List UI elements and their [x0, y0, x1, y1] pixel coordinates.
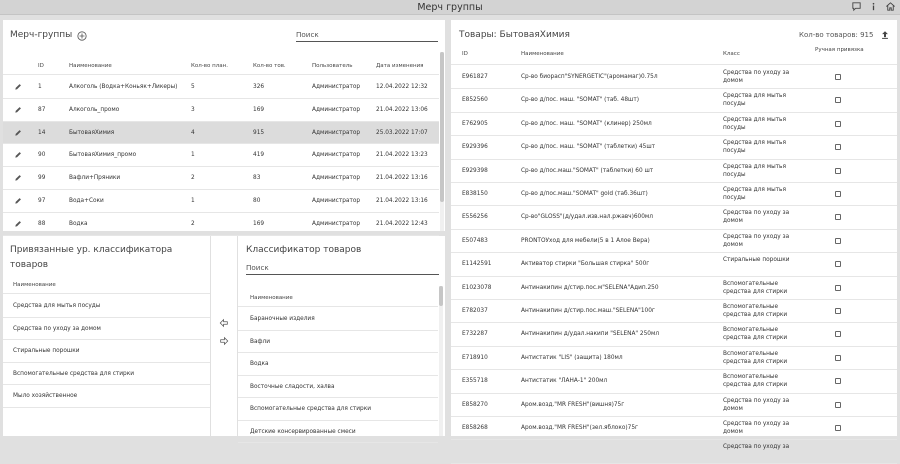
linked-item-label: Средства для мытья посуды: [13, 303, 101, 309]
merch-cell-user: Администратор: [312, 152, 361, 159]
goods-cell-id: E782037: [462, 308, 488, 314]
goods-cell-class: Вспомогательные средства для стирки: [723, 327, 788, 342]
table-row[interactable]: [451, 323, 897, 346]
merch-cell-id: 87: [38, 106, 46, 113]
manual-binding-checkbox[interactable]: [835, 238, 841, 244]
table-row[interactable]: [451, 277, 897, 300]
table-row[interactable]: [3, 99, 439, 122]
classifier-item-label: Бараночные изделия: [250, 316, 315, 322]
pencil-icon[interactable]: [14, 129, 22, 137]
merch-cell-id: 97: [38, 198, 46, 204]
goods-cell-name: Ср-во д/пос. маш. "SOMAT" (клинер) 250мл: [521, 120, 652, 127]
table-row[interactable]: [451, 66, 897, 89]
table-row[interactable]: [451, 300, 897, 323]
pencil-icon[interactable]: [14, 151, 22, 159]
merch-cell-name: Вафли+Пряники: [69, 175, 121, 182]
table-row[interactable]: [451, 89, 897, 112]
goods-cell-name: Антистатик "LIS" (защита) 180мл: [521, 354, 623, 361]
goods-cell-class: Средства для мытья посуды: [723, 116, 786, 131]
list-item[interactable]: [3, 385, 210, 408]
goods-cell-id: E929398: [462, 167, 488, 174]
top-bar: [0, 0, 900, 15]
manual-binding-checkbox[interactable]: [835, 74, 841, 80]
goods-cell-id: E961827: [462, 74, 488, 80]
goods-col-id[interactable]: ID: [462, 51, 468, 57]
goods-cell-class: Средства по уходу за домом: [723, 397, 790, 412]
arrow-right-icon[interactable]: [219, 336, 229, 346]
goods-cell-class: Средства по уходу за домом: [723, 210, 790, 225]
goods-cell-name: Ср-во д/пос. маш. "SOMAT" (таблетки) 45шт: [521, 144, 656, 151]
manual-binding-checkbox[interactable]: [835, 168, 841, 174]
goods-cell-class: Средства по уходу за: [723, 444, 790, 451]
classifier-item-label: Детские консервированные смеси: [250, 428, 356, 435]
goods-cell-name: Ср-во биорасп"SYNERGETIC"(аромамаг)0.75л: [521, 74, 658, 80]
pencil-icon[interactable]: [14, 83, 22, 91]
manual-binding-checkbox[interactable]: [835, 425, 841, 431]
table-row[interactable]: [3, 167, 439, 190]
classifier-col-name: Наименование: [250, 295, 293, 301]
merch-cell-name: Алкоголь (Водка+Коньяк+Ликеры): [69, 84, 178, 90]
goods-cell-class: Стиральные порошки: [723, 257, 790, 264]
table-row[interactable]: [451, 370, 897, 393]
classifier-item-label: Вафли: [250, 338, 270, 345]
goods-cell-name: Антистатик "ЛАНА-1" 200мл: [521, 378, 608, 385]
goods-cell-name: Антинакипин д/стир.пос.маш."SELENA"100г: [521, 308, 655, 314]
linked-item-label: Мыло хозяйственное: [13, 393, 78, 399]
merch-cell-id: 14: [38, 129, 46, 136]
goods-cell-id: E838150: [462, 191, 488, 197]
arrow-left-icon[interactable]: [219, 318, 229, 328]
goods-cell-name: PRONTOУход для мебели(5 в 1 Алое Вера): [521, 237, 650, 244]
goods-cell-class: Вспомогательные средства для стирки: [723, 350, 788, 365]
manual-binding-checkbox[interactable]: [835, 402, 841, 408]
table-row[interactable]: [3, 76, 439, 99]
goods-cell-id: E1023078: [462, 284, 492, 291]
merch-cell-name: Алкоголь_промо: [69, 106, 120, 113]
pencil-icon[interactable]: [14, 174, 22, 182]
goods-cell-class: Средства для мытья посуды: [723, 93, 786, 108]
classifier-item-label: Восточные сладости, халва: [250, 383, 335, 390]
merch-cell-date: 21.04.2022 13:06: [376, 106, 428, 113]
linked-title-line2: товаров: [10, 260, 49, 270]
goods-cell-class: Средства для мытья посуды: [723, 163, 786, 178]
list-item[interactable]: [238, 376, 438, 399]
merch-cell-tov: 915: [253, 129, 265, 136]
plus-circle-icon[interactable]: [77, 31, 87, 41]
merch-groups-panel: [3, 20, 445, 231]
merch-cell-id: 88: [38, 220, 46, 227]
merch-cell-plan: 1: [191, 198, 195, 204]
merch-cell-id: 99: [38, 175, 46, 182]
merch-cell-tov: 169: [253, 220, 265, 227]
table-row[interactable]: [451, 136, 897, 159]
merch-cell-plan: 2: [191, 220, 195, 227]
merch-search-input[interactable]: Поиск: [296, 30, 438, 42]
list-item[interactable]: [238, 331, 438, 354]
merch-cell-plan: 2: [191, 175, 195, 182]
goods-cell-class: Вспомогательные средства для стирки: [723, 280, 788, 295]
merch-cell-tov: 326: [253, 84, 265, 90]
list-item[interactable]: [238, 308, 438, 331]
manual-binding-checkbox[interactable]: [835, 308, 841, 314]
list-item[interactable]: [238, 421, 438, 444]
goods-cell-name: Ср-во д/пос.маш."SOMAT" (таблетки) 60 шт: [521, 167, 654, 174]
classifier-item-label: Вспомогательные средства для стирки: [250, 406, 371, 412]
goods-cell-class: Средства по уходу за домом: [723, 421, 790, 435]
merch-cell-user: Администратор: [312, 129, 361, 136]
col-id[interactable]: ID: [38, 63, 44, 69]
goods-col-name[interactable]: Наименование: [521, 51, 564, 57]
table-row[interactable]: [451, 206, 897, 229]
table-row[interactable]: [451, 113, 897, 136]
goods-cell-name: Ср-во"GLOSS"(д/удал.изв.нал.ржавч)600мл: [521, 214, 654, 221]
goods-cell-class: Средства по уходу за домом: [723, 70, 790, 84]
table-row[interactable]: [3, 190, 439, 213]
merch-cell-date: 21.04.2022 12:43: [376, 220, 428, 227]
pencil-icon[interactable]: [14, 197, 22, 205]
goods-cell-name: Ср-во д/пос.маш."SOMAT" gold (таб.36шт): [521, 191, 648, 197]
col-date[interactable]: Дата изменения: [376, 63, 424, 69]
merch-cell-name: Водка: [69, 220, 88, 227]
manual-binding-checkbox[interactable]: [835, 97, 841, 103]
pencil-icon[interactable]: [14, 220, 22, 228]
goods-cell-id: E556256: [462, 214, 488, 221]
goods-panel: [451, 20, 897, 451]
goods-cell-id: E732287: [462, 331, 488, 338]
table-row[interactable]: [3, 144, 439, 167]
merch-cell-tov: 169: [253, 106, 265, 113]
goods-cell-class: Средства по уходу за домом: [723, 233, 790, 248]
table-row[interactable]: [451, 160, 897, 183]
merch-cell-name: БытоваяХимия: [69, 129, 115, 136]
linked-levels-panel: [3, 236, 210, 436]
manual-binding-checkbox[interactable]: [835, 261, 841, 267]
list-item[interactable]: [238, 398, 438, 421]
pencil-icon[interactable]: [14, 106, 22, 114]
merch-cell-tov: 83: [253, 175, 261, 182]
info-icon[interactable]: [868, 1, 879, 12]
classifier-search-input[interactable]: Поиск: [246, 263, 439, 275]
goods-cell-class: Вспомогательные средства для стирки: [723, 374, 788, 389]
manual-binding-checkbox[interactable]: [835, 144, 841, 150]
merch-cell-date: 21.04.2022 13:23: [376, 152, 428, 159]
home-icon[interactable]: [885, 1, 896, 12]
goods-cell-class: Вспомогательные средства для стирки: [723, 304, 788, 318]
merch-cell-date: 21.04.2022 13:16: [376, 198, 428, 204]
goods-cell-name: Активатор стирки "Большая стирка" 500г: [521, 261, 650, 268]
goods-cell-id: E762905: [462, 120, 488, 127]
manual-binding-checkbox[interactable]: [835, 191, 841, 197]
merch-cell-tov: 80: [253, 198, 261, 204]
goods-cell-class: Средства для мытья посуды: [723, 187, 786, 201]
table-row[interactable]: [451, 440, 897, 463]
upload-icon[interactable]: [880, 30, 890, 40]
merch-cell-user: Администратор: [312, 175, 361, 182]
table-row[interactable]: [451, 394, 897, 417]
merch-cell-user: Администратор: [312, 220, 361, 227]
goods-cell-class: Средства для мытья посуды: [723, 140, 786, 155]
merch-cell-date: 12.04.2022 12:32: [376, 84, 428, 90]
merch-scrollbar[interactable]: [440, 52, 444, 231]
merch-cell-date: 21.04.2022 13:16: [376, 175, 428, 182]
linked-item-label: Вспомогательные средства для стирки: [13, 370, 134, 377]
col-plan[interactable]: Кол-во план.: [191, 63, 228, 69]
goods-cell-name: Аром.возд."MR FRESH"(вишня)75г: [521, 401, 625, 408]
list-item[interactable]: [3, 340, 210, 363]
classifier-panel: [238, 236, 445, 436]
goods-cell-id: E929396: [462, 144, 488, 151]
table-row[interactable]: [451, 417, 897, 440]
goods-title: Товары: БытоваяХимия: [459, 30, 570, 40]
merch-cell-plan: 5: [191, 84, 195, 90]
goods-cell-name: Антинакипин д/стир.пос.м"SELENA"Адип.250: [521, 284, 659, 291]
merch-cell-user: Администратор: [312, 84, 361, 90]
col-user[interactable]: Пользователь: [312, 63, 353, 69]
goods-cell-id: E858268: [462, 425, 488, 431]
manual-binding-checkbox[interactable]: [835, 214, 841, 220]
goods-cell-id: E852560: [462, 97, 488, 104]
manual-binding-checkbox[interactable]: [835, 331, 841, 337]
merch-cell-plan: 1: [191, 152, 195, 159]
goods-col-manual[interactable]: Ручная привязка: [815, 47, 864, 53]
merch-cell-id: 1: [38, 84, 42, 90]
goods-cell-id: E718910: [462, 354, 488, 361]
goods-count: Кол-во товаров: 915: [799, 31, 874, 39]
linked-title-line1: Привязанные ур. классификатора: [10, 245, 173, 255]
goods-cell-name: Ср-во д/пос. маш. "SOMAT" (таб. 48шт): [521, 97, 639, 104]
table-row[interactable]: [3, 122, 439, 145]
goods-cell-id: E1142591: [462, 261, 492, 268]
goods-cell-id: E355718: [462, 378, 488, 385]
merch-cell-plan: 3: [191, 106, 195, 113]
list-item[interactable]: [238, 353, 438, 376]
table-row[interactable]: [451, 183, 897, 206]
linked-col-name: Наименование: [13, 282, 56, 288]
table-row[interactable]: [3, 213, 439, 236]
merch-groups-title: Мерч-группы: [10, 30, 73, 40]
manual-binding-checkbox[interactable]: [835, 355, 841, 361]
col-name[interactable]: Наименование: [69, 63, 112, 69]
manual-binding-checkbox[interactable]: [835, 121, 841, 127]
goods-cell-id: E507483: [462, 237, 488, 244]
manual-binding-checkbox[interactable]: [835, 378, 841, 384]
list-item[interactable]: [3, 363, 210, 386]
merch-cell-user: Администратор: [312, 106, 361, 113]
manual-binding-checkbox[interactable]: [835, 285, 841, 291]
linked-item-label: Стиральные порошки: [13, 348, 80, 354]
merch-cell-date: 25.03.2022 17:07: [376, 129, 428, 136]
transfer-controls: [211, 236, 237, 436]
chat-icon[interactable]: [851, 1, 862, 12]
table-row[interactable]: [451, 347, 897, 370]
linked-item-label: Средства по уходу за домом: [13, 325, 101, 332]
goods-cell-id: E858270: [462, 401, 488, 408]
list-item[interactable]: [3, 318, 210, 341]
classifier-title: Классификатор товаров: [246, 245, 362, 255]
merch-cell-user: Администратор: [312, 198, 361, 204]
merch-cell-name: Вода+Соки: [69, 198, 104, 204]
goods-col-class[interactable]: Класс: [723, 51, 740, 57]
col-tov[interactable]: Кол-во тов.: [253, 63, 286, 69]
merch-cell-name: БытоваяХимия_промо: [69, 152, 137, 159]
table-row[interactable]: [451, 230, 897, 253]
goods-cell-name: Антинакипин д/удал.накипи "SELENA" 250мл: [521, 331, 660, 338]
table-row[interactable]: [451, 253, 897, 276]
list-item[interactable]: [3, 295, 210, 318]
app-title: Мерч группы: [417, 2, 483, 13]
merch-cell-tov: 419: [253, 152, 265, 159]
classifier-item-label: Водка: [250, 361, 269, 367]
merch-cell-id: 90: [38, 152, 46, 159]
classifier-scrollbar[interactable]: [439, 286, 443, 436]
merch-cell-plan: 4: [191, 129, 195, 136]
goods-cell-name: Аром.возд."MR FRESH"(зел.яблоко)75г: [521, 425, 639, 431]
